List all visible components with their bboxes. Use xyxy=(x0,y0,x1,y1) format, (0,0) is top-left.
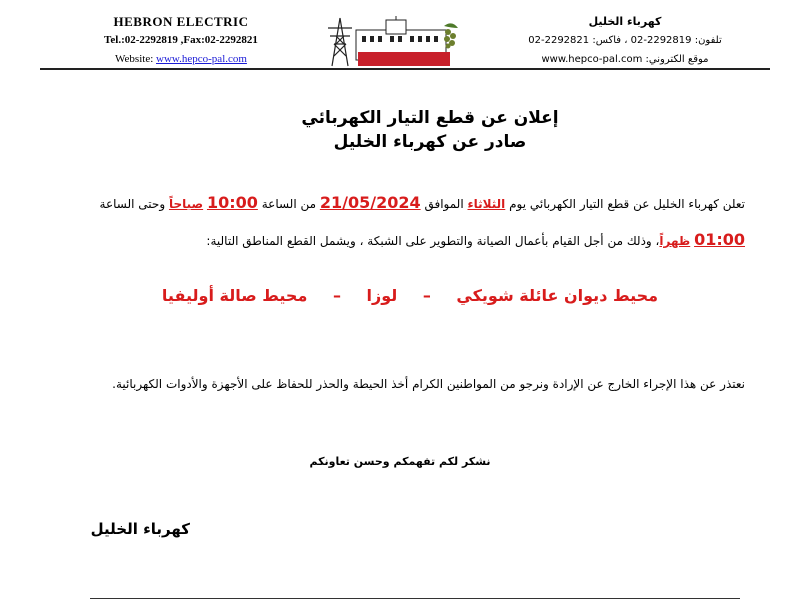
apology-text: نعتذر عن هذا الإجراء الخارج عن الإرادة ونرجو من المواطنين الكرام أخذ الحيطة والحذر للحفاظ على الأجهزة والأدوات الكهربائية. xyxy=(112,377,745,391)
end-time: 01:00 xyxy=(694,230,745,249)
website-label-en: Website: xyxy=(115,53,154,65)
website-line-ar xyxy=(500,50,750,69)
website-url-ar[interactable]: www.hepco-pal.com xyxy=(541,54,643,65)
end-period: ظهراً xyxy=(659,234,691,248)
contact-en: Tel.:02-2292819 ,Fax:02-2292821 xyxy=(104,34,258,46)
title-line-2: صادر عن كهرباء الخليل xyxy=(333,132,527,152)
intro-text: تعلن كهرباء الخليل عن قطع التيار الكهربائي يوم xyxy=(509,197,745,211)
area-separator-2: – xyxy=(332,286,341,305)
logo-banner xyxy=(358,52,450,66)
announcement-body xyxy=(55,185,745,259)
website-line-en xyxy=(56,50,306,69)
area-2: لوزا xyxy=(366,286,398,305)
footer-divider xyxy=(90,598,740,599)
area-separator-1: – xyxy=(422,286,431,305)
title-line-1: إعلان عن قطع التيار الكهربائي xyxy=(301,108,559,128)
signature: كهرباء الخليل xyxy=(90,520,190,538)
thanks-text: نشكر لكم تفهمكم وحسن تعاونكم xyxy=(309,455,491,468)
reason-text: ، وذلك من أجل القيام بأعمال الصيانة والتطوير على الشبكة ، ويشمل القطع المناطق التالية: xyxy=(206,234,660,248)
start-period: صباحاً xyxy=(168,197,204,211)
date-label: الموافق xyxy=(424,197,464,211)
area-1: محيط ديوان عائلة شويكي xyxy=(456,286,659,305)
contact-ar: تلفون: 2292819-02 ، فاكس: 2292821-02 xyxy=(528,35,722,46)
header-divider xyxy=(40,68,770,70)
header-english xyxy=(56,12,306,69)
outage-day: الثلاثاء xyxy=(467,197,506,211)
company-logo xyxy=(320,14,464,68)
outage-date: 21/05/2024 xyxy=(319,193,421,212)
start-time: 10:00 xyxy=(206,193,258,212)
company-name-ar: كهرباء الخليل xyxy=(588,15,662,28)
website-link-en[interactable]: www.hepco-pal.com xyxy=(156,53,247,65)
website-label-ar: موقع الكتروني: xyxy=(645,54,709,65)
from-label: من الساعة xyxy=(261,197,317,211)
area-3: محيط صالة أوليفيا xyxy=(161,286,308,305)
header-arabic xyxy=(500,12,750,69)
affected-areas xyxy=(0,286,800,305)
announcement-title xyxy=(0,108,800,152)
company-name-en: HEBRON ELECTRIC xyxy=(113,14,249,29)
pylon-icon xyxy=(328,18,352,66)
until-label: وحتى الساعة xyxy=(99,197,166,211)
